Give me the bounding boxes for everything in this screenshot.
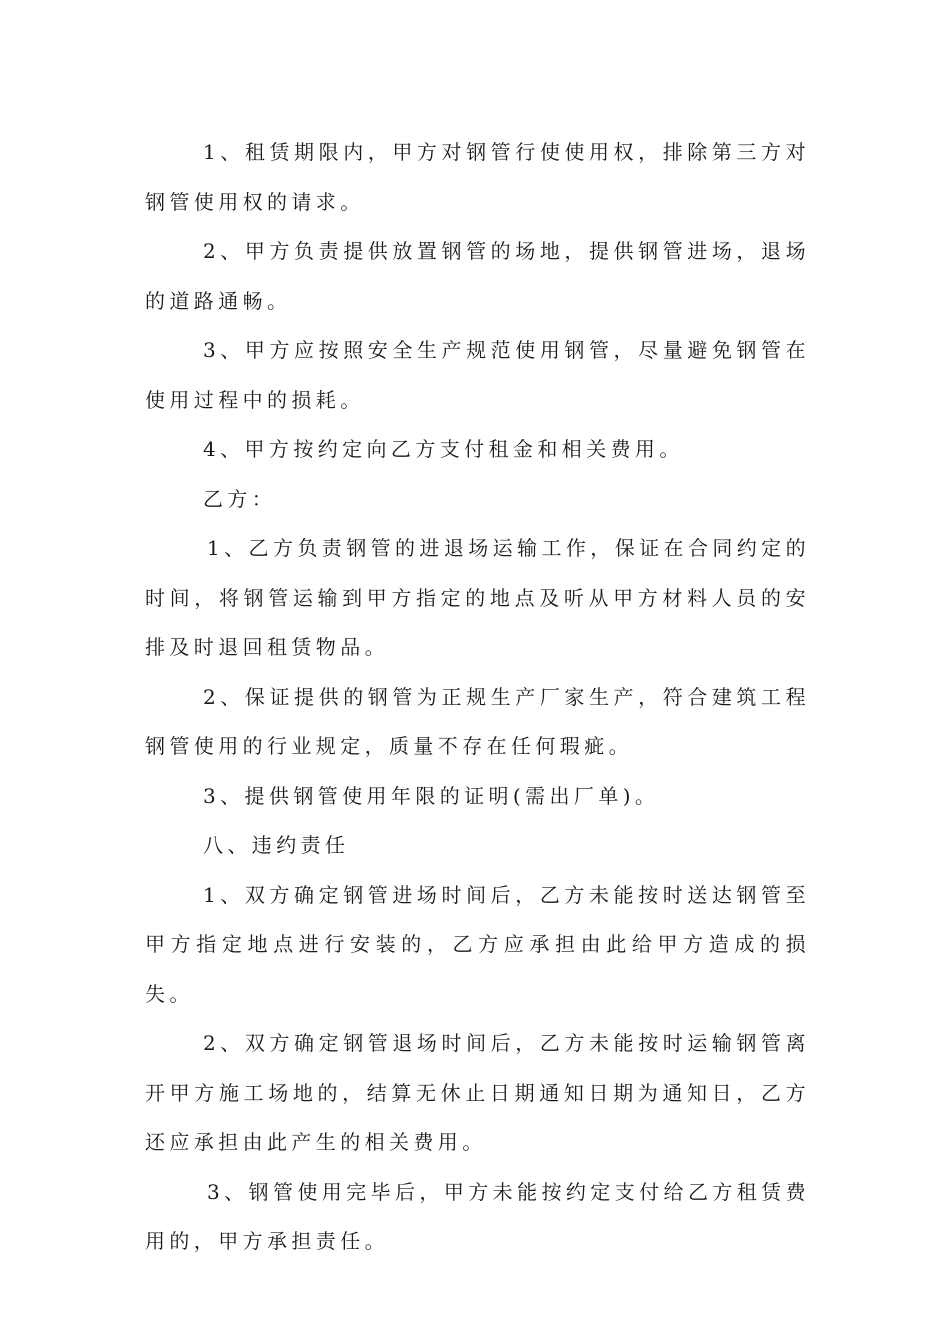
clause-party-b-3: 3、提供钢管使用年限的证明(需出厂单)。: [203, 783, 660, 808]
party-b-heading: 乙方：: [203, 486, 277, 511]
clause-party-a-1: 1、租赁期限内，甲方对钢管行使使用权，排除第三方对钢管使用权的请求。: [145, 140, 810, 214]
clause-party-a-3: 3、甲方应按照安全生产规范使用钢管，尽量避免钢管在使用过程中的损耗。: [145, 338, 810, 412]
clause-breach-2: 2、双方确定钢管退场时间后，乙方未能按时运输钢管离开甲方施工场地的，结算无休止日期通知日期为通知日，乙方还应承担由此产生的相关费用。: [145, 1031, 810, 1154]
clause-breach-3: 3、钢管使用完毕后，甲方未能按约定支付给乙方租赁费用的，甲方承担责任。: [145, 1179, 810, 1253]
clause-breach-1: 1、双方确定钢管进场时间后，乙方未能按时送达钢管至甲方指定地点进行安装的，乙方应承担由此给甲方造成的损失。: [145, 882, 810, 1006]
clause-party-b-2: 2、保证提供的钢管为正规生产厂家生产，符合建筑工程钢管使用的行业规定，质量不存在任何瑕疵。: [145, 684, 810, 758]
clause-party-b-1: 1、乙方负责钢管的进退场运输工作，保证在合同约定的时间，将钢管运输到甲方指定的地点及听从甲方材料人员的安排及时退回租赁物品。: [145, 536, 810, 659]
clause-party-a-4: 4、甲方按约定向乙方支付租金和相关费用。: [203, 437, 684, 461]
document-body: [145, 128, 810, 1267]
clause-party-a-2: 2、甲方负责提供放置钢管的场地，提供钢管进场，退场的道路通畅。: [145, 239, 810, 313]
section-heading-breach: 八、违约责任: [203, 833, 350, 857]
